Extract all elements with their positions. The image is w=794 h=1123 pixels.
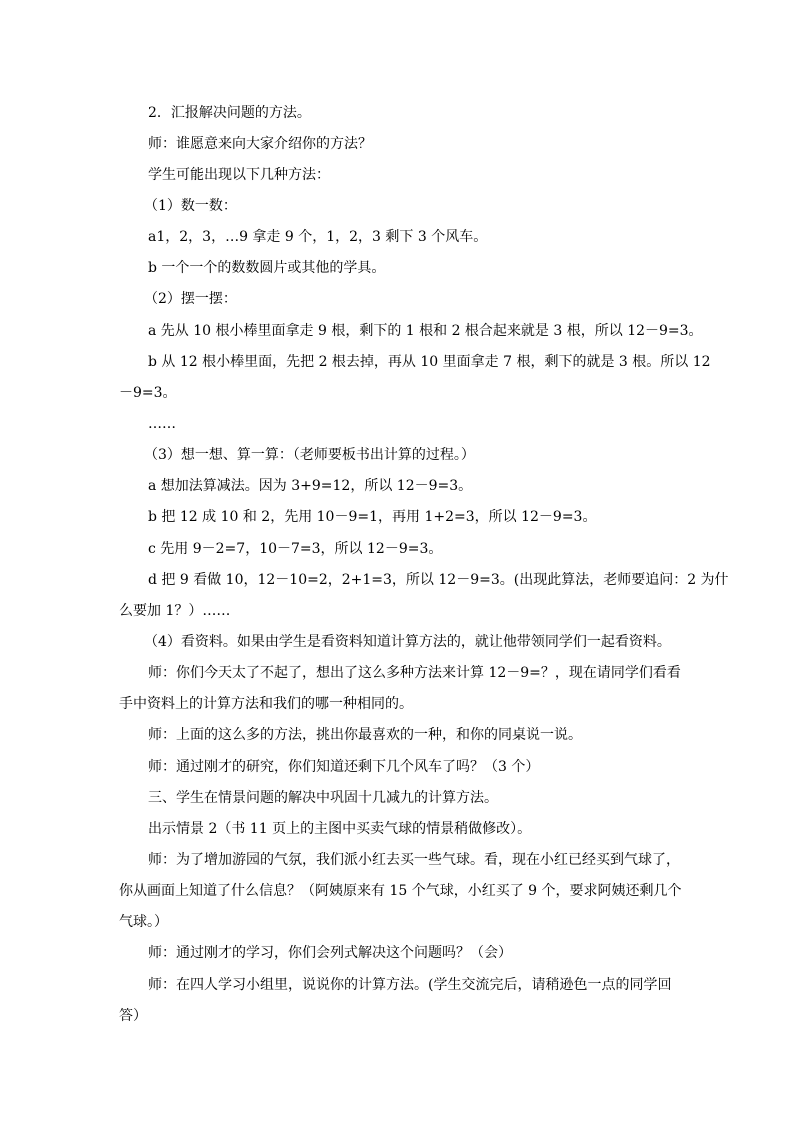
text-line: a1，2，3，…9 拿走 9 个，1，2，3 剩下 3 个风车。: [148, 229, 488, 245]
text-line: 师：上面的这么多的方法，挑出你最喜欢的一种，和你的同桌说一说。: [148, 727, 582, 743]
text-line: 师：在四人学习小组里，说说你的计算方法。(学生交流完后，请稍逊色一点的同学回: [148, 977, 672, 993]
text-line: （1）数一数：: [144, 198, 237, 214]
text-line: b 一个一个的数数圆片或其他的学具。: [148, 260, 386, 276]
text-line: 么要加 1？）……: [119, 603, 231, 619]
text-line: 三、学生在情景问题的解决中巩固十几减九的计算方法。: [148, 790, 498, 806]
text-line: 气球。）: [119, 914, 168, 930]
text-line: b 把 12 成 10 和 2，先用 10－9=1，再用 1+2=3，所以 12－9=3。: [148, 509, 597, 525]
text-line: 学生可能出现以下几种方法：: [148, 167, 330, 183]
text-line: a 先从 10 根小棒里面拿走 9 根，剩下的 1 根和 2 根合起来就是 3 根，所以 12－9=3。: [148, 323, 703, 339]
text-line: （2）摆一摆：: [144, 291, 237, 307]
text-line: －9=3。: [119, 385, 177, 401]
text-line: 师：为了增加游园的气氛，我们派小红去买一些气球。看，现在小红已经买到气球了，: [148, 852, 680, 868]
text-line: 出示情景 2（书 11 页上的主图中买卖气球的情景稍做修改）。: [148, 821, 532, 837]
text-line: （4）看资料。如果由学生是看资料知道计算方法的，就让他带领同学们一起看资料。: [144, 634, 671, 650]
text-line: 师：通过刚才的研究，你们知道还剩下几个风车了吗？（3 个）: [148, 759, 540, 775]
text-line: （3）想一想、算一算：（老师要板书出计算的过程。）: [144, 447, 475, 463]
text-line: 师：通过刚才的学习，你们会列式解决这个问题吗？（会）: [148, 945, 512, 961]
text-line: ……: [148, 416, 176, 432]
text-line: 手中资料上的计算方法和我们的哪一种相同的。: [119, 696, 413, 712]
text-line: 师：谁愿意来向大家介绍你的方法？: [148, 136, 372, 152]
text-line: a 想加法算减法。因为 3+9=12，所以 12－9=3。: [148, 478, 473, 494]
text-line: 答）: [119, 1008, 147, 1024]
text-line: 师：你们今天太了不起了，想出了这么多种方法来计算 12－9=？，现在请同学们看看: [148, 665, 681, 681]
text-line: c 先用 9－2=7，10－7=3，所以 12－9=3。: [148, 541, 443, 557]
text-line: 你从画面上知道了什么信息？（阿姨原来有 15 个气球，小红买了 9 个，要求阿姨还剩几个: [119, 883, 682, 899]
text-line: d 把 9 看做 10，12－10=2，2+1=3，所以 12－9=3。(出现此算法，老师要追问：2 为什: [148, 572, 729, 588]
text-line: 2．汇报解决问题的方法。: [148, 105, 311, 121]
text-line: b 从 12 根小棒里面，先把 2 根去掉，再从 10 里面拿走 7 根，剩下的就是 3 根。所以 12: [148, 354, 711, 370]
